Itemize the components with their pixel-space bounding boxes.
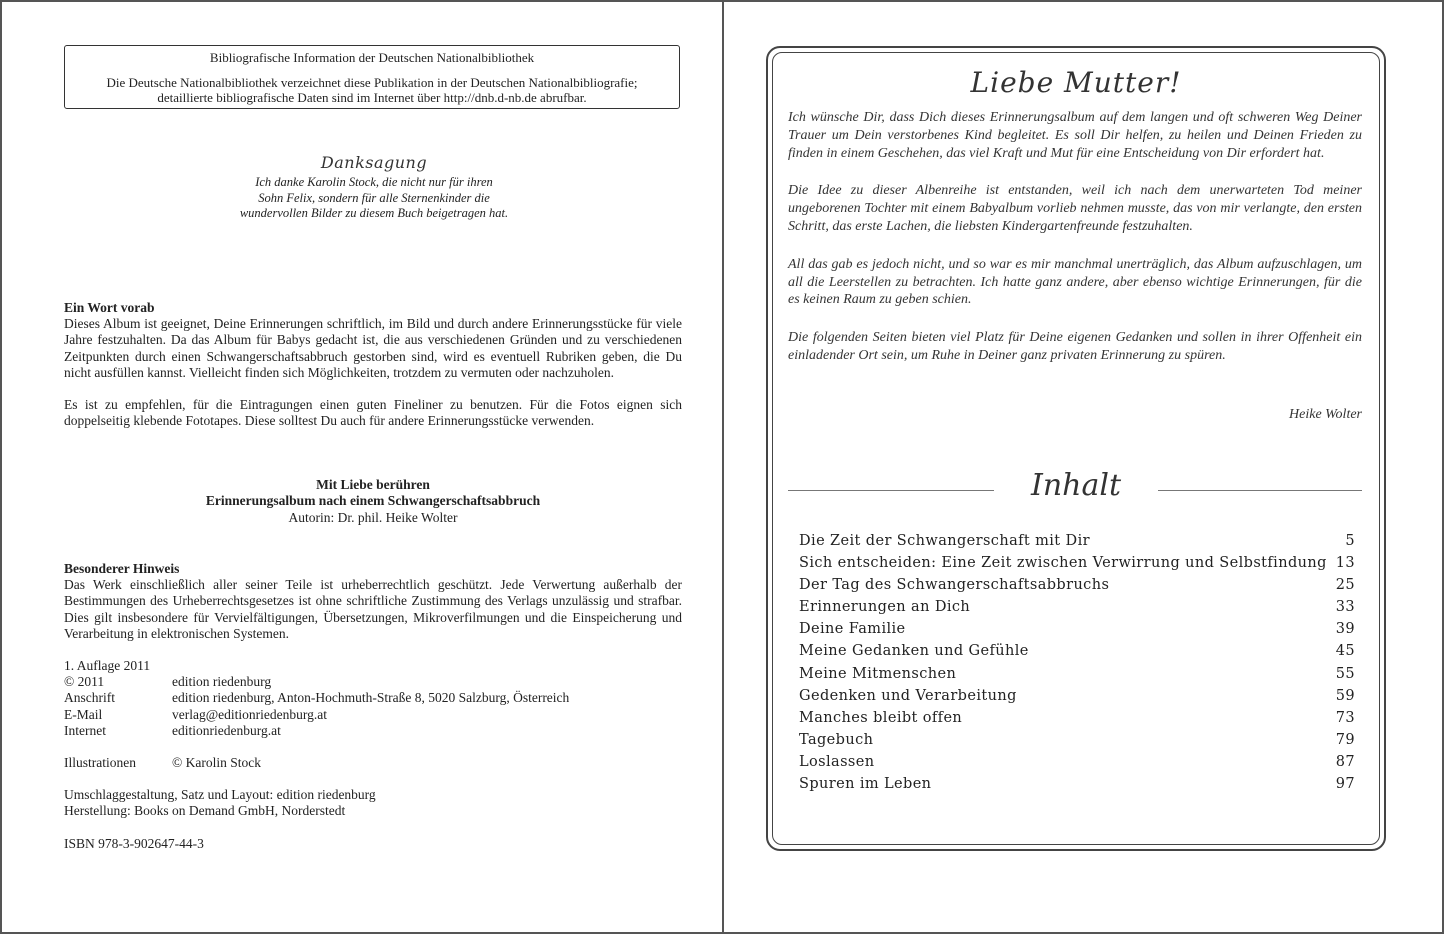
toc-entry: [799, 663, 1355, 685]
toc-entry-title: Meine Gedanken und Gefühle: [799, 643, 1029, 660]
toc-entry: [799, 552, 1355, 574]
book-subtitle: Erinnerungsalbum nach einem Schwangerschaftsabbruch: [205, 493, 541, 509]
toc-title: Inhalt: [1030, 468, 1122, 503]
signature: Heike Wolter: [1289, 407, 1362, 422]
illustrations-key: Illustrationen: [64, 755, 136, 771]
biblio-line1: Die Deutsche Nationalbibliothek verzeichnet diese Publikation in der Deutschen Nationalbibliografie;: [106, 74, 638, 90]
toc-entry: [799, 574, 1355, 596]
biblio-line2: detaillierte bibliografische Daten sind im Internet über http://dnb.d-nb.de abrufbar.: [157, 90, 587, 105]
toc-entry-page: 79: [1335, 731, 1355, 748]
divider-left: [788, 490, 994, 491]
imprint-layout: Umschlaggestaltung, Satz und Layout: edition riedenburg: [64, 787, 376, 803]
book-author: Autorin: Dr. phil. Heike Wolter: [288, 510, 458, 526]
toc-entry-page: 33: [1335, 599, 1355, 616]
preface-paragraph-2: Es ist zu empfehlen, für die Eintragungen einen guten Fineliner zu benutzen. Für die Fotos eignen sich doppelseitig klebende Fototapes. Diese solltest Du auch für andere Erinnerungsstücke verwenden.: [64, 397, 682, 429]
intro-paragraph: Die folgenden Seiten bieten viel Platz für Deine eigenen Gedanken und sollen in ihrer Offenheit ein einladender Ort sein, um Ruhe in Deiner ganz privaten Erinnerung zu spüren.: [788, 330, 1362, 363]
toc-entry-page: 59: [1335, 687, 1355, 704]
biblio-box: [64, 45, 680, 109]
toc-entry: [799, 640, 1355, 662]
toc-entry-page: 87: [1335, 753, 1355, 770]
thanks-block: [174, 155, 574, 222]
imprint-row: [64, 707, 682, 723]
imprint-section: [64, 658, 682, 852]
biblio-title: Bibliografische Information der Deutschen Nationalbibliothek: [209, 50, 535, 65]
toc-entry: [799, 685, 1355, 707]
imprint-edition: 1. Auflage 2011: [64, 658, 151, 673]
toc-entry-title: Deine Familie: [799, 621, 906, 638]
imprint-row: [64, 690, 682, 706]
toc-entry-title: Spuren im Leben: [799, 776, 932, 793]
toc-entry-title: Tagebuch: [799, 731, 874, 748]
table-of-contents: [799, 530, 1355, 795]
toc-entry-page: 55: [1335, 665, 1355, 682]
toc-entry-page: 13: [1335, 555, 1355, 572]
toc-entry-title: Sich entscheiden: Eine Zeit zwischen Verwirrung und Selbstfindung: [799, 555, 1327, 572]
toc-entry-title: Die Zeit der Schwangerschaft mit Dir: [799, 533, 1090, 549]
toc-entry: [799, 618, 1355, 640]
greeting-title: Liebe Mutter!: [970, 66, 1182, 99]
toc-entry: [799, 596, 1355, 618]
intro-paragraph: All das gab es jedoch nicht, und so war es mir manchmal unerträglich, das Album aufzuschlagen, um all die Leerstellen zu betrachten. Ich hatte ganz andere, aber ebenso wichtige Erinnerungen, für die es keinen Raum zu geben schien.: [788, 256, 1362, 308]
imprint-row: [64, 674, 682, 690]
page-gutter: [722, 2, 724, 932]
toc-entry-page: 73: [1335, 709, 1355, 726]
preface-section: [64, 300, 682, 429]
toc-entry-page: 5: [1345, 533, 1355, 549]
notice-text: Das Werk einschließlich aller seiner Teile ist urheberrechtlich geschützt. Jede Verwertung außerhalb der Bestimmungen des Urheberrechtsgesetzes ist ohne schriftliche Zustimmung des Verlags unzulässig und strafbar. Dies gilt insbesondere für Vervielfältigungen, Übersetzungen, Mikroverfilmungen und die Einspeicherung und Verarbeitung in elektronischen Systemen.: [64, 577, 682, 641]
toc-entry: [799, 530, 1355, 552]
toc-entry: [799, 729, 1355, 751]
intro-paragraph: Die Idee zu dieser Albenreihe ist entstanden, weil ich nach dem unerwarteten Tod meiner ungeborenen Tochter mit einem Babyalbum vorlieb nehmen musste, das von mir verlangte, den ersten Schritt, das erste Lachen, die liebsten Kindergartenfreunde festzuhalten.: [788, 183, 1362, 234]
toc-entry-page: 25: [1335, 577, 1355, 594]
ornamental-frame: [766, 46, 1386, 851]
imprint-illustrations: [64, 755, 682, 771]
imprint-key: © 2011: [64, 674, 105, 690]
toc-entry-title: Der Tag des Schwangerschaftsabbruchs: [799, 577, 1110, 594]
imprint-production: Herstellung: Books on Demand GmbH, Norderstedt: [64, 803, 346, 819]
notice-section: [64, 561, 682, 642]
toc-entry-page: 39: [1335, 621, 1355, 638]
notice-heading: Besonderer Hinweis: [64, 561, 180, 576]
toc-entry-page: 45: [1335, 643, 1355, 660]
toc-entry-title: Erinnerungen an Dich: [799, 599, 971, 616]
toc-entry: [799, 707, 1355, 729]
imprint-row: [64, 723, 682, 739]
thanks-line: wundervollen Bilder zu diesem Buch beigetragen hat.: [239, 206, 509, 221]
thanks-line: Ich danke Karolin Stock, die nicht nur für ihren: [255, 174, 493, 189]
book-info: [64, 477, 682, 527]
toc-entry-title: Meine Mitmenschen: [799, 665, 957, 682]
imprint-value: edition riedenburg, Anton-Hochmuth-Straße 8, 5020 Salzburg, Österreich: [172, 690, 570, 706]
preface-paragraph-1: Dieses Album ist geeignet, Deine Erinnerungen schriftlich, im Bild und durch andere Erinnerungsstücke für viele Jahre festzuhalten. Da das Album für Babys gedacht ist, die aus verschiedenen Gründen und zu verschiedenen Zeitpunkten durch einen Schwangerschaftsabbruch gestorben sind, wird es eventuell Rubriken geben, die Du nicht ausfüllen kannst. Vielleicht finden sich Möglichkeiten, trotzdem zu vermuten oder nachzuholen.: [64, 316, 682, 380]
illustrations-value: © Karolin Stock: [172, 755, 261, 771]
imprint-key: Anschrift: [64, 690, 115, 706]
book-title: Mit Liebe berühren: [316, 477, 430, 492]
imprint-key: Internet: [64, 722, 106, 738]
toc-entry-title: Manches bleibt offen: [799, 709, 963, 726]
toc-entry-page: 97: [1335, 776, 1355, 793]
toc-entry: [799, 751, 1355, 773]
thanks-line: Sohn Felix, sondern für alle Sternenkinder die: [258, 190, 490, 205]
divider-right: [1158, 490, 1362, 491]
toc-entry: [799, 773, 1355, 795]
imprint-value: editionriedenburg.at: [172, 722, 281, 738]
thanks-heading: Danksagung: [320, 153, 428, 172]
preface-heading: Ein Wort vorab: [64, 300, 155, 315]
toc-entry-title: Loslassen: [799, 753, 875, 770]
imprint-value: edition riedenburg: [172, 674, 272, 690]
isbn: ISBN 978-3-902647-44-3: [64, 835, 204, 851]
toc-entry-title: Gedenken und Verarbeitung: [799, 687, 1017, 704]
imprint-value: verlag@editionriedenburg.at: [172, 706, 328, 722]
imprint-key: E-Mail: [64, 706, 103, 722]
intro-text: [788, 109, 1362, 385]
intro-paragraph: Ich wünsche Dir, dass Dich dieses Erinnerungsalbum auf dem langen und oft schweren Weg Deiner Trauer um Dein verstorbenes Kind begleitet. Es soll Dir helfen, zu heilen und Deinen Frieden zu finden in einem Geschehen, das viel Kraft und Mut für eine Entscheidung von Dir erfordert hat.: [788, 110, 1362, 161]
